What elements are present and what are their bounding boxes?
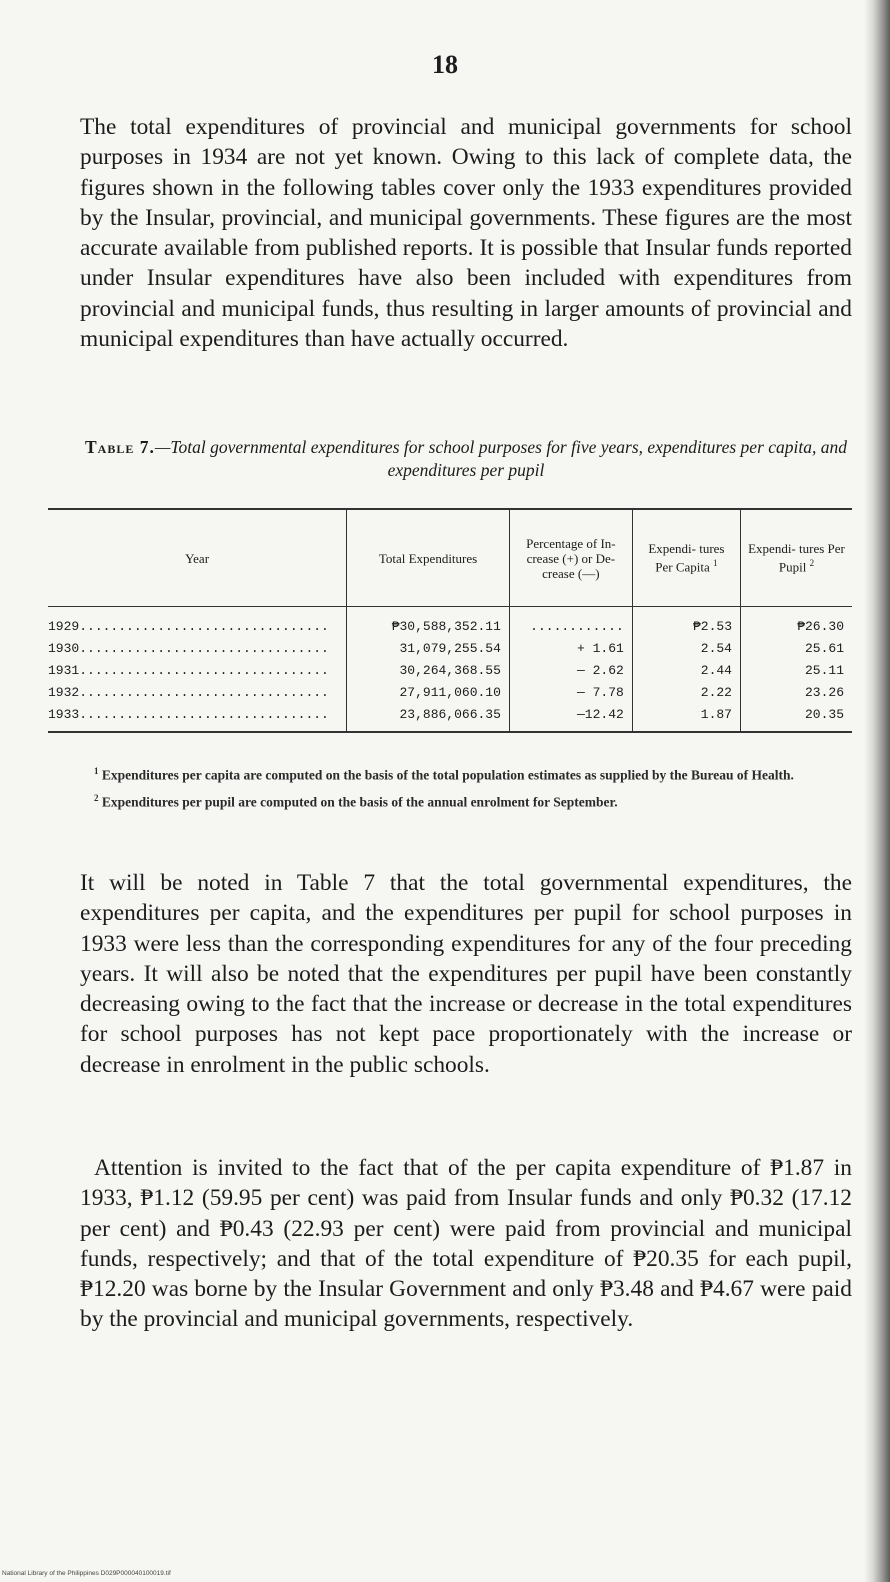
- cell-per-capita: 2.54: [632, 637, 740, 659]
- table-footnotes: [80, 762, 852, 815]
- cell-total: 31,079,255.54: [347, 637, 510, 659]
- table-row: [48, 681, 852, 703]
- table-row: [48, 637, 852, 659]
- cell-total: 27,911,060.10: [347, 681, 510, 703]
- cell-year: 1930................................: [48, 640, 329, 656]
- cell-percentage: ............: [509, 607, 632, 638]
- header-per-capita: Expendi- tures Per Capita $^1$: [632, 509, 740, 607]
- footnote-2: $^2$ Expenditures per pupil are computed on the basis of the annual enrolment for September.: [94, 792, 618, 809]
- table-caption: [80, 436, 852, 482]
- cell-per-pupil: 25.11: [741, 659, 853, 681]
- footnote-1: $^1$ Expenditures per capita are computed on the basis of the total population estimates as supplied by the Bureau of Health.: [94, 766, 794, 783]
- table-header-row: [48, 509, 852, 607]
- table-caption-text: —Total governmental expenditures for school purposes for five years, expenditures per capita, and expenditures per pupil: [154, 437, 847, 480]
- page-edge-shadow: [864, 0, 890, 1582]
- cell-per-pupil: ₱26.30: [741, 607, 853, 638]
- footnote-mark-1: 1: [713, 558, 718, 569]
- cell-percentage: — 2.62: [509, 659, 632, 681]
- page-number: 18: [432, 50, 458, 79]
- header-year: Year: [48, 509, 347, 607]
- expenditures-table: [48, 508, 852, 733]
- cell-per-pupil: 20.35: [741, 703, 853, 732]
- cell-year: 1931................................: [48, 662, 329, 678]
- header-percentage: Percentage of In- crease (+) or De- crease (—): [509, 509, 632, 607]
- table-row: [48, 607, 852, 638]
- header-total: Total Expenditures: [347, 509, 510, 607]
- cell-per-pupil: 23.26: [741, 681, 853, 703]
- table-caption-label: Table 7.: [85, 437, 155, 457]
- cell-per-pupil: 25.61: [741, 637, 853, 659]
- table-row: [48, 703, 852, 732]
- scan-credit: National Library of the Philippines D029P000040100019.tif: [2, 1570, 171, 1577]
- footnote-mark-2: 2: [809, 558, 815, 569]
- cell-per-capita: 1.87: [632, 703, 740, 732]
- paragraph-table-discussion: It will be noted in Table 7 that the total governmental expenditures, the expenditures per capita, and the expenditures per pupil for school purposes in 1933 were less than the corresponding expenditures for any of the four preceding years. It will also be noted that the expenditures per pupil have been constantly decreasing owing to the fact that the increase or decrease in the total expenditures for school purposes has not kept pace proportionately with the increase or decrease in enrolment in the public schools.: [80, 870, 852, 1078]
- cell-total: 23,886,066.35: [347, 703, 510, 732]
- paragraph-per-capita-breakdown: Attention is invited to the fact that of the per capita expenditure of ₱1.87 in 1933, ₱1.12 (59.95 per cent) was paid from Insular funds and only ₱0.32 (17.12 per cent) and ₱0.43 (22.93 per cent) were paid from provincial and municipal funds, respectively; and that of the total expenditure of ₱20.35 for each pupil, ₱12.20 was borne by the Insular Government and only ₱3.48 and ₱4.67 were paid by the provincial and municipal governments, respectively.: [80, 1155, 852, 1333]
- cell-percentage: + 1.61: [509, 637, 632, 659]
- cell-year: 1929................................: [48, 618, 329, 634]
- cell-per-capita: 2.44: [632, 659, 740, 681]
- table-row: [48, 659, 852, 681]
- cell-percentage: —12.42: [509, 703, 632, 732]
- cell-percentage: — 7.78: [509, 681, 632, 703]
- cell-total: 30,264,368.55: [347, 659, 510, 681]
- paragraph-intro: The total expenditures of provincial and municipal governments for school purposes in 1934 are not yet known. Owing to this lack of complete data, the figures shown in the following tables cover only the 1933 expenditures provided by the Insular, provincial, and municipal governments. These figures are the most accurate available from published reports. It is possible that Insular funds reported under Insular expenditures have also been included with expenditures from provincial and municipal funds, thus resulting in larger amounts of provincial and municipal expenditures than have actually occurred.: [80, 114, 852, 353]
- cell-per-capita: ₱2.53: [632, 607, 740, 638]
- cell-per-capita: 2.22: [632, 681, 740, 703]
- cell-year: 1933................................: [48, 706, 329, 722]
- cell-total: ₱30,588,352.11: [347, 607, 510, 638]
- cell-year: 1932................................: [48, 684, 329, 700]
- header-per-pupil: Expendi- tures Per Pupil $^2$: [741, 509, 853, 607]
